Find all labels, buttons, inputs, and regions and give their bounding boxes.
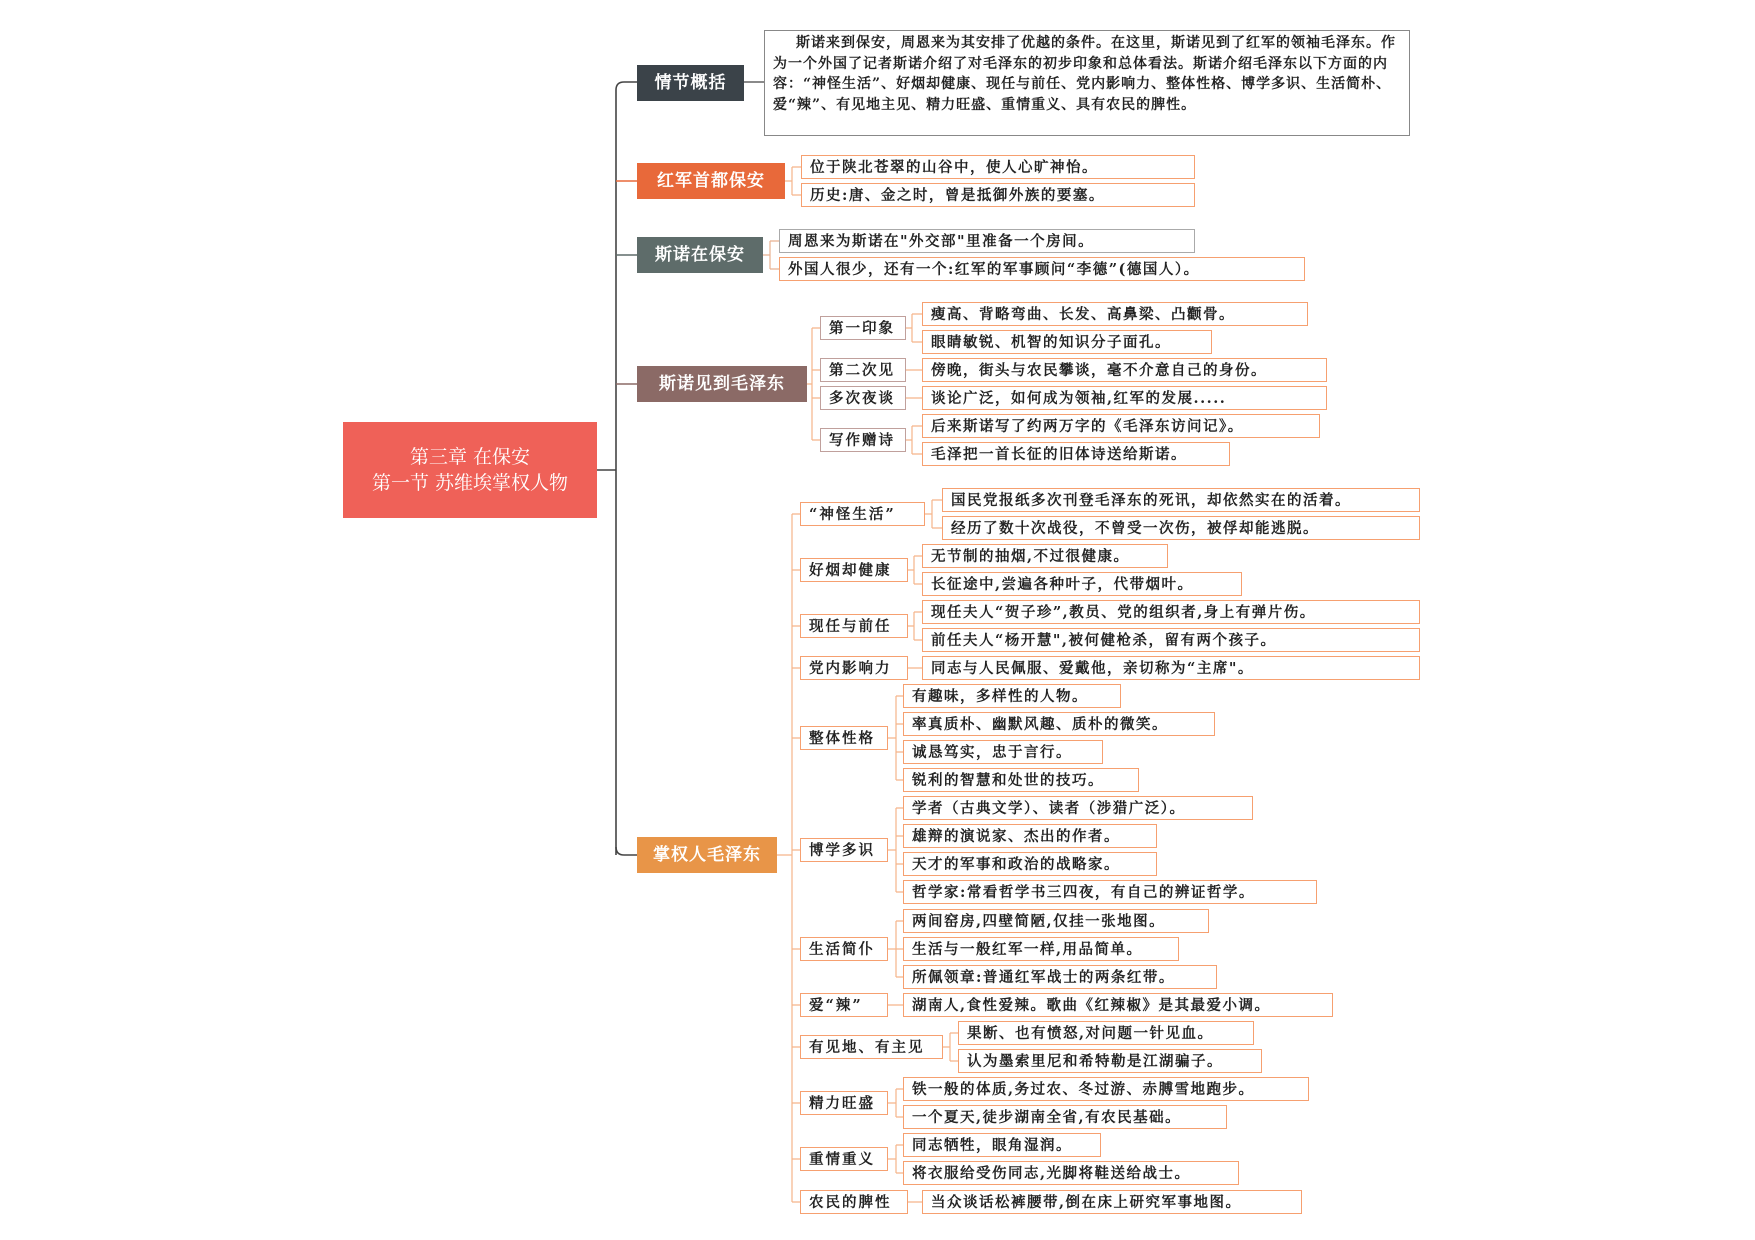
plot-summary-content: 斯诺来到保安，周恩来为其安排了优越的条件。在这里，斯诺见到了红军的领袖毛泽东。作为一个外国了记者斯诺介绍了对毛泽东的初步印象和总体看法。斯诺介绍毛泽东以下方面的内容：“神怪生活”、好烟却健康、现任与前任、党内影响力、整体性格、博学多识、生活简朴、爱“辣”、有见地主见、精力旺盛、重情重义、具有农民的脾性。 [773, 35, 1396, 113]
link-b4-subs [807, 328, 820, 440]
sub-character[interactable]: 整体性格 [800, 726, 888, 750]
leaf-b5-2-1: 无节制的抽烟,不过很健康。 [922, 544, 1168, 568]
sub-wives[interactable]: 现任与前任 [800, 614, 908, 638]
sub-party-influence[interactable]: 党内影响力 [800, 656, 908, 680]
leaf-b4-2-1: 傍晚，街头与农民攀谈，毫不介意自己的身份。 [922, 358, 1327, 382]
sub-energetic[interactable]: 精力旺盛 [800, 1091, 888, 1115]
leaf-b5-6-4: 哲学家:常看哲学书三四夜，有自己的辨证哲学。 [903, 880, 1317, 904]
sub-second-meeting[interactable]: 第二次见 [820, 358, 906, 382]
leaf-b2-2: 历史:唐、金之时，曾是抵御外族的要塞。 [801, 183, 1195, 207]
root-title-line2: 第一节 苏维埃掌权人物 [371, 472, 569, 494]
leaf-b5-3-1: 现任夫人“贺子珍”,教员、党的组织者,身上有弹片伤。 [922, 600, 1420, 624]
sub-simple-life[interactable]: 生活简仆 [800, 937, 888, 961]
leaf-b5-3-2: 前任夫人“杨开慧",被何健枪杀，留有两个孩子。 [922, 628, 1420, 652]
leaf-b5-5-2: 率真质朴、幽默风趣、质朴的微笑。 [903, 712, 1215, 736]
leaf-b5-6-1: 学者（古典文学）、读者（涉猎广泛）。 [903, 796, 1253, 820]
sub-smoking-healthy[interactable]: 好烟却健康 [800, 558, 908, 582]
leaf-b5-9-2: 认为墨索里尼和希特勒是江湖骗子。 [958, 1049, 1262, 1073]
leaf-b5-12-1: 当众谈话松裤腰带,倒在床上研究军事地图。 [922, 1190, 1302, 1214]
sub-opinionated[interactable]: 有见地、有主见 [800, 1035, 943, 1059]
leaf-b2-1: 位于陕北苍翠的山谷中，使人心旷神怡。 [801, 155, 1195, 179]
sub-first-impression[interactable]: 第一印象 [820, 316, 906, 340]
link-b4-leaves [906, 314, 922, 454]
leaf-b5-5-4: 锐利的智慧和处世的技巧。 [903, 768, 1139, 792]
leaf-b5-9-1: 果断、也有愤怒,对问题一针见血。 [958, 1021, 1254, 1045]
leaf-b5-5-1: 有趣味，多样性的人物。 [903, 684, 1121, 708]
leaf-b4-1-2: 眼睛敏锐、机智的知识分子面孔。 [922, 330, 1212, 354]
link-b2-items [785, 167, 801, 195]
leaf-b4-4-2: 毛泽把一首长征的旧体诗送给斯诺。 [922, 442, 1230, 466]
branch-red-army-capital[interactable]: 红军首都保安 [637, 163, 785, 199]
leaf-b4-4-1: 后来斯诺写了约两万字的《毛泽东访问记》。 [922, 414, 1320, 438]
branch-plot-summary[interactable]: 情节概括 [637, 65, 744, 101]
leaf-b3-2: 外国人很少，还有一个:红军的军事顾问“李德”(德国人）。 [779, 257, 1305, 281]
link-b5-subs [777, 514, 800, 1202]
sub-loves-spicy[interactable]: 爱“辣” [800, 993, 888, 1017]
leaf-b5-7-2: 生活与一般红军一样,用品简单。 [903, 937, 1179, 961]
leaf-b5-6-3: 天才的军事和政治的战略家。 [903, 852, 1157, 876]
leaf-b5-6-2: 雄辩的演说家、杰出的作者。 [903, 824, 1157, 848]
sub-peasant-nature[interactable]: 农民的脾性 [800, 1190, 908, 1214]
sub-loyal[interactable]: 重情重义 [800, 1147, 888, 1171]
link-b5 [616, 847, 637, 855]
leaf-b5-1-2: 经历了数十次战役，不曾受一次伤，被俘却能逃脱。 [942, 516, 1420, 540]
branch-snow-meets-mao[interactable]: 斯诺见到毛泽东 [637, 366, 807, 402]
leaf-b3-1: 周恩来为斯诺在"外交部"里准备一个房间。 [779, 229, 1195, 253]
leaf-b5-1-1: 国民党报纸多次刊登毛泽东的死讯，却依然实在的活着。 [942, 488, 1420, 512]
branch-mao-in-power[interactable]: 掌权人毛泽东 [637, 837, 777, 873]
link-b1 [616, 82, 637, 90]
leaf-b5-11-2: 将衣服给受伤同志,光脚将鞋送给战士。 [903, 1161, 1239, 1185]
leaf-b5-11-1: 同志牺牲，眼角湿润。 [903, 1133, 1101, 1157]
branch-snow-in-baoan[interactable]: 斯诺在保安 [637, 237, 763, 273]
leaf-b5-10-1: 铁一般的体质,务过农、冬过游、赤膊雪地跑步。 [903, 1077, 1309, 1101]
leaf-b4-3-1: 谈论广泛，如何成为领袖,红军的发展..... [922, 386, 1327, 410]
leaf-b4-1-1: 瘦高、背略弯曲、长发、高鼻梁、凸颧骨。 [922, 302, 1308, 326]
sub-writing-poem[interactable]: 写作赠诗 [820, 428, 906, 452]
sub-miracle-life[interactable]: “神怪生活” [800, 502, 925, 526]
leaf-b5-5-3: 诚恳笃实，忠于言行。 [903, 740, 1103, 764]
leaf-b5-4-1: 同志与人民佩服、爱戴他，亲切称为“主席"。 [922, 656, 1420, 680]
leaf-b5-2-2: 长征途中,尝遍各种叶子，代带烟叶。 [922, 572, 1242, 596]
leaf-b5-7-3: 所佩领章:普通红军战士的两条红带。 [903, 965, 1217, 989]
sub-learned[interactable]: 博学多识 [800, 838, 888, 862]
leaf-b5-10-2: 一个夏天,徒步湖南全省,有农民基础。 [903, 1105, 1227, 1129]
leaf-b5-8-1: 湖南人,食性爱辣。歌曲《红辣椒》是其最爱小调。 [903, 993, 1333, 1017]
link-b3-items [763, 241, 779, 269]
root-topic[interactable] [343, 422, 597, 518]
leaf-b5-7-1: 两间窑房,四壁简陋,仅挂一张地图。 [903, 909, 1209, 933]
plot-summary-text [764, 30, 1410, 136]
root-title-line1: 第三章 在保安 [409, 446, 531, 468]
sub-night-talks[interactable]: 多次夜谈 [820, 386, 906, 410]
